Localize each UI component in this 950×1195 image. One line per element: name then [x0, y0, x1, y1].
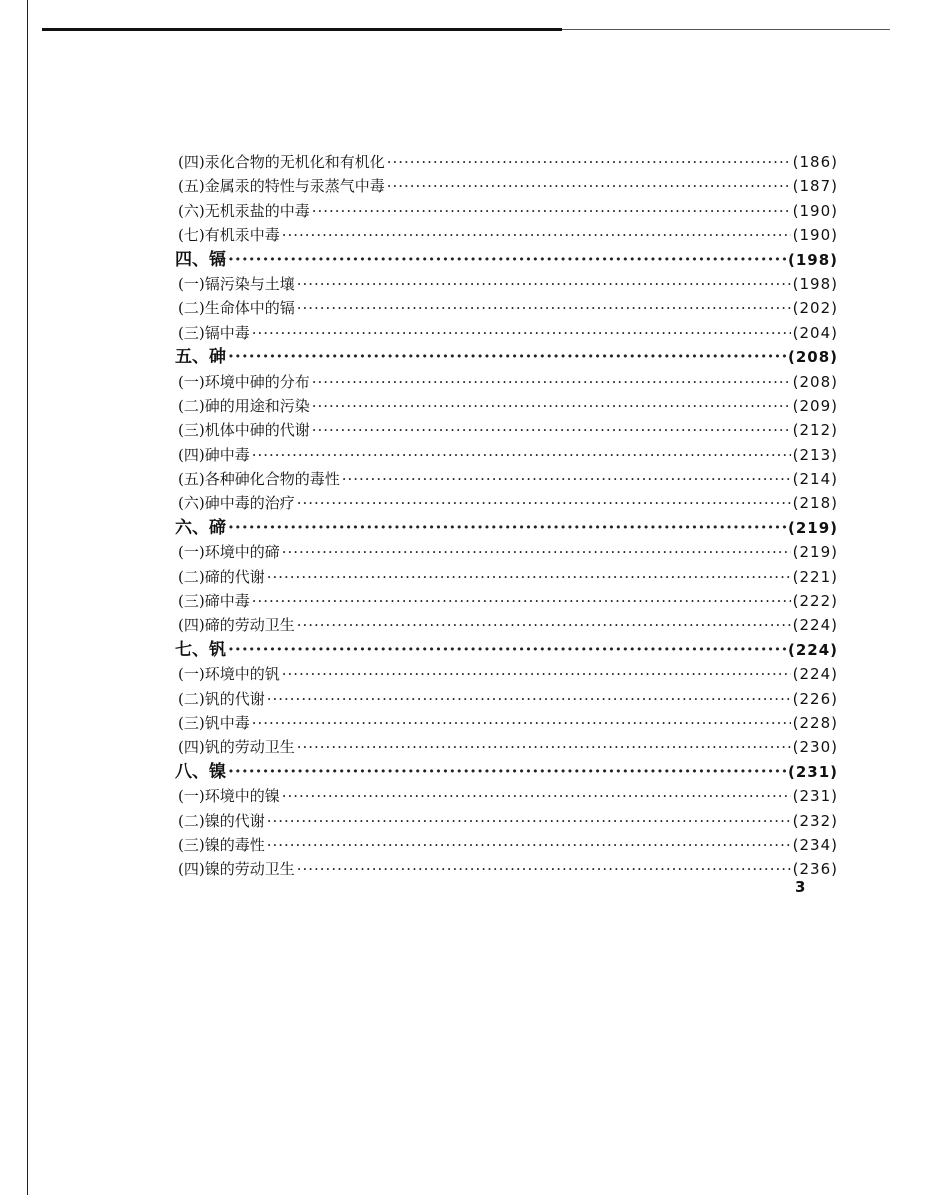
toc-dot-leader — [228, 516, 786, 540]
toc-dot-leader — [267, 565, 791, 589]
toc-entry-title: (二)镍的代谢 — [178, 811, 265, 830]
toc-entry-title: (三)钒中毒 — [178, 713, 250, 732]
toc-entry-title: (三)镍的毒性 — [178, 835, 265, 854]
page-number: 3 — [795, 878, 806, 896]
toc-entry-title: (七)有机汞中毒 — [178, 226, 280, 245]
toc-entry-page: (186) — [792, 153, 838, 171]
toc-entry-page: (222) — [792, 592, 838, 611]
toc-entry-title: (三)镉中毒 — [178, 323, 250, 342]
toc-entry-page: (219) — [792, 543, 838, 562]
toc-dot-leader — [297, 857, 791, 881]
toc-entry-title: (二)生命体中的镉 — [178, 299, 295, 318]
toc-entry-page: (218) — [792, 494, 838, 513]
toc-entry-title: (三)碲中毒 — [178, 592, 250, 611]
toc-entry-title: (四)汞化合物的无机化和有机化 — [178, 153, 385, 171]
toc-section — [175, 540, 838, 564]
toc-entry-title: (一)环境中砷的分布 — [178, 372, 310, 391]
toc-dot-leader — [252, 589, 791, 613]
toc-dot-leader — [297, 272, 791, 296]
toc-entry-title: (一)环境中的碲 — [178, 543, 280, 562]
table-of-contents — [175, 150, 838, 882]
toc-entry-title: 四、镉 — [175, 249, 226, 270]
toc-dot-leader — [252, 711, 791, 735]
toc-dot-leader — [297, 613, 791, 637]
toc-entry-page: (230) — [792, 738, 838, 757]
toc-dot-leader — [342, 467, 791, 491]
toc-entry-page: (204) — [792, 323, 838, 342]
toc-section — [175, 589, 838, 613]
toc-dot-leader — [312, 418, 791, 442]
toc-entry-title: (四)镍的劳动卫生 — [178, 860, 295, 879]
toc-entry-title: (二)砷的用途和污染 — [178, 396, 310, 415]
toc-entry-title: (五)各种砷化合物的毒性 — [178, 470, 340, 489]
toc-entry-page: (187) — [792, 177, 838, 196]
toc-entry-title: (四)砷中毒 — [178, 445, 250, 464]
toc-section — [175, 833, 838, 857]
toc-entry-page: (224) — [792, 616, 838, 635]
toc-entry-title: 五、砷 — [175, 347, 226, 368]
toc-entry-title: (六)无机汞盐的中毒 — [178, 201, 310, 220]
toc-dot-leader — [228, 248, 786, 272]
toc-dot-leader — [387, 150, 791, 174]
toc-section — [175, 613, 838, 637]
toc-entry-page: (213) — [792, 445, 838, 464]
toc-entry-title: (五)金属汞的特性与汞蒸气中毒 — [178, 177, 385, 196]
toc-section — [175, 370, 838, 394]
toc-entry-title: (三)机体中砷的代谢 — [178, 421, 310, 440]
toc-section — [175, 735, 838, 759]
toc-entry-page: (212) — [792, 421, 838, 440]
toc-section — [175, 687, 838, 711]
toc-chapter — [175, 248, 838, 272]
toc-entry-page: (209) — [792, 396, 838, 415]
toc-entry-page: (231) — [787, 762, 838, 781]
toc-section — [175, 150, 838, 174]
toc-chapter — [175, 345, 838, 369]
toc-entry-page: (190) — [792, 226, 838, 245]
toc-dot-leader — [297, 491, 791, 515]
toc-section — [175, 296, 838, 320]
toc-dot-leader — [297, 296, 791, 320]
toc-dot-leader — [312, 199, 791, 223]
toc-entry-page: (198) — [792, 274, 838, 293]
toc-entry-page: (236) — [792, 860, 838, 879]
toc-section — [175, 418, 838, 442]
toc-entry-page: (198) — [787, 250, 838, 269]
toc-dot-leader — [267, 809, 791, 833]
toc-section — [175, 565, 838, 589]
toc-entry-title: (四)钒的劳动卫生 — [178, 738, 295, 757]
toc-entry-title: 七、钒 — [175, 639, 226, 660]
toc-section — [175, 857, 838, 881]
toc-section — [175, 711, 838, 735]
toc-dot-leader — [252, 443, 791, 467]
toc-dot-leader — [282, 223, 791, 247]
toc-entry-page: (234) — [792, 835, 838, 854]
toc-entry-page: (232) — [792, 811, 838, 830]
toc-entry-page: (214) — [792, 470, 838, 489]
header-rule-thin — [562, 29, 890, 30]
toc-entry-page: (208) — [792, 372, 838, 391]
toc-dot-leader — [267, 687, 791, 711]
toc-entry-page: (219) — [787, 518, 838, 537]
toc-entry-title: (二)碲的代谢 — [178, 567, 265, 586]
toc-entry-page: (208) — [787, 348, 838, 367]
toc-dot-leader — [312, 370, 791, 394]
toc-dot-leader — [228, 345, 786, 369]
toc-entry-page: (190) — [792, 201, 838, 220]
toc-entry-title: 八、镍 — [175, 761, 226, 782]
toc-dot-leader — [282, 784, 791, 808]
toc-entry-title: (一)环境中的镍 — [178, 787, 280, 806]
toc-section — [175, 394, 838, 418]
toc-entry-title: 六、碲 — [175, 517, 226, 538]
toc-section — [175, 662, 838, 686]
toc-entry-page: (224) — [787, 640, 838, 659]
toc-section — [175, 491, 838, 515]
toc-entry-page: (224) — [792, 665, 838, 684]
toc-dot-leader — [282, 540, 791, 564]
toc-section — [175, 809, 838, 833]
toc-chapter — [175, 638, 838, 662]
toc-entry-title: (一)镉污染与土壤 — [178, 274, 295, 293]
toc-entry-page: (221) — [792, 567, 838, 586]
toc-entry-title: (六)砷中毒的治疗 — [178, 494, 295, 513]
toc-entry-page: (226) — [792, 689, 838, 708]
toc-entry-page: (202) — [792, 299, 838, 318]
toc-dot-leader — [228, 638, 786, 662]
toc-section — [175, 223, 838, 247]
toc-dot-leader — [312, 394, 791, 418]
toc-entry-title: (二)钒的代谢 — [178, 689, 265, 708]
toc-section — [175, 174, 838, 198]
toc-section — [175, 321, 838, 345]
toc-dot-leader — [297, 735, 791, 759]
toc-dot-leader — [228, 760, 786, 784]
header-rule — [42, 28, 562, 31]
toc-dot-leader — [252, 321, 791, 345]
toc-dot-leader — [282, 662, 791, 686]
toc-section — [175, 784, 838, 808]
toc-section — [175, 443, 838, 467]
toc-entry-page: (231) — [792, 787, 838, 806]
toc-section — [175, 467, 838, 491]
toc-entry-page: (228) — [792, 713, 838, 732]
toc-entry-title: (四)碲的劳动卫生 — [178, 616, 295, 635]
toc-section — [175, 199, 838, 223]
toc-chapter — [175, 516, 838, 540]
toc-section — [175, 272, 838, 296]
toc-entry-title: (一)环境中的钒 — [178, 665, 280, 684]
toc-dot-leader — [387, 174, 791, 198]
left-margin-line — [27, 0, 28, 1195]
toc-dot-leader — [267, 833, 791, 857]
toc-chapter — [175, 760, 838, 784]
